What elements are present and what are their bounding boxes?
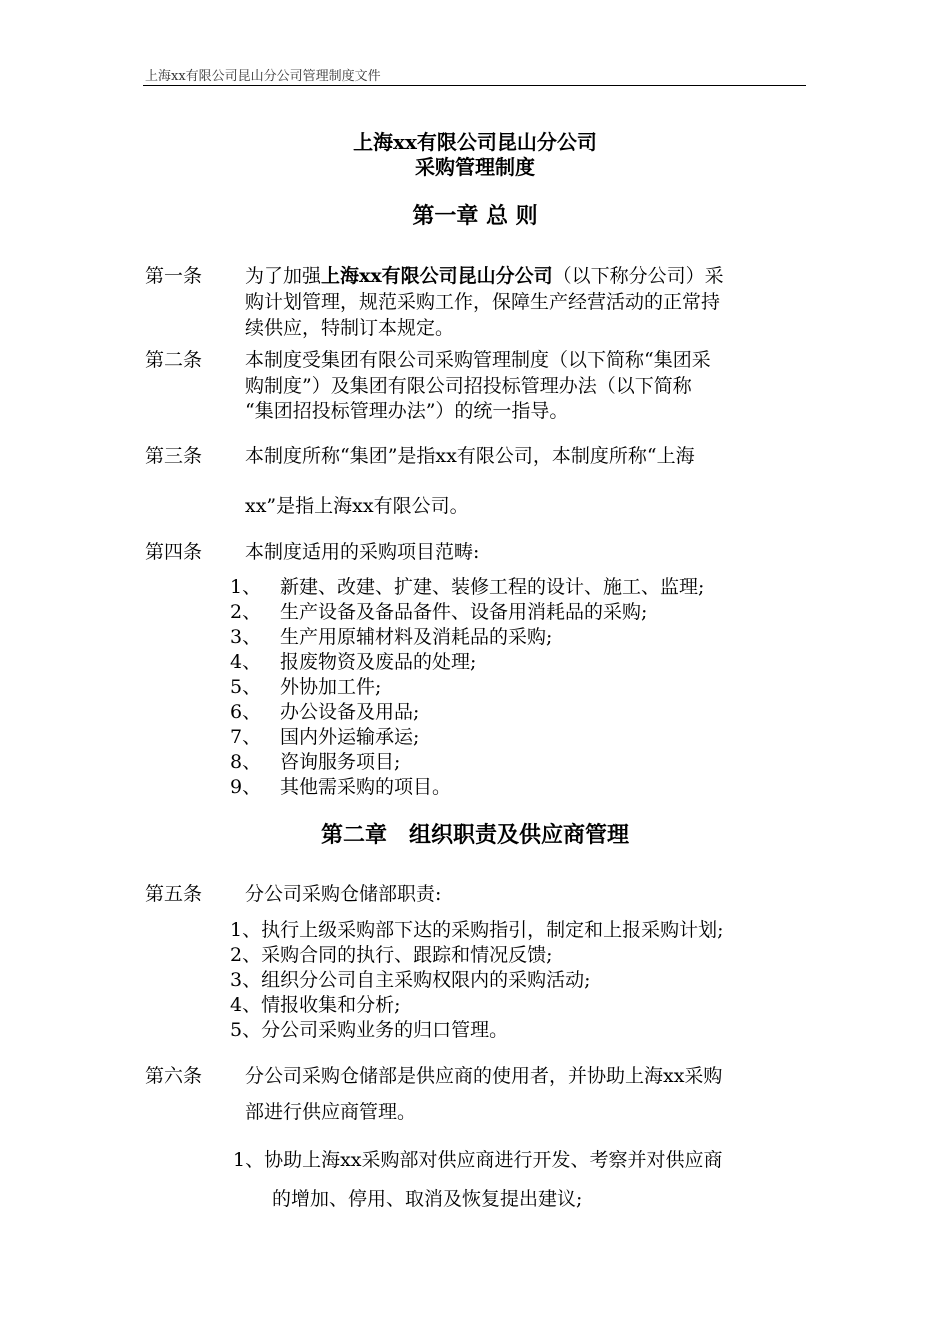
list-item-number: 2、 xyxy=(230,601,262,623)
list-item: 生产用原辅材料及消耗品的采购; xyxy=(280,626,553,648)
list-item: 国内外运输承运; xyxy=(280,726,420,748)
list-item: 4、情报收集和分析; xyxy=(230,994,401,1016)
chapter1-title: 第一章 总 则 xyxy=(412,203,538,229)
list-item-number: 6、 xyxy=(230,701,262,723)
article6-label: 第六条 xyxy=(145,1065,203,1087)
article1-line1-post: （以下称分公司）采 xyxy=(552,265,724,287)
list-item-number: 7、 xyxy=(230,726,262,748)
article5-line1: 分公司采购仓储部职责: xyxy=(245,883,442,905)
list-item: 生产设备及备品备件、设备用消耗品的采购; xyxy=(280,601,648,623)
article6-line1: 分公司采购仓储部是供应商的使用者，并协助上海xx采购 xyxy=(245,1065,723,1087)
article1-line2: 购计划管理，规范采购工作，保障生产经营活动的正常持 xyxy=(245,291,721,313)
article1-company-name: 上海xx有限公司昆山分公司 xyxy=(321,265,553,287)
list-item: 1、执行上级采购部下达的采购指引，制定和上报采购计划; xyxy=(230,919,724,941)
article2-line3: “集团招投标管理办法”）的统一指导。 xyxy=(245,400,569,422)
article1-line3: 续供应，特制订本规定。 xyxy=(245,317,455,339)
list-item-number: 4、 xyxy=(230,651,262,673)
list-item: 3、组织分公司自主采购权限内的采购活动; xyxy=(230,969,591,991)
article1-line1-pre: 为了加强 xyxy=(245,265,322,287)
list-item-number: 9、 xyxy=(230,776,262,798)
article6-line2: 部进行供应商管理。 xyxy=(245,1101,417,1123)
list-item: 5、分公司采购业务的归口管理。 xyxy=(230,1019,509,1041)
list-item-number: 8、 xyxy=(230,751,262,773)
list-item: 新建、改建、扩建、装修工程的设计、施工、监理; xyxy=(280,576,705,598)
article6-sub1-line2: 的增加、停用、取消及恢复提出建议; xyxy=(272,1188,583,1210)
article3-line2: xx”是指上海xx有限公司。 xyxy=(245,495,469,517)
list-item: 报废物资及废品的处理; xyxy=(280,651,477,673)
list-item: 2、采购合同的执行、跟踪和情况反馈; xyxy=(230,944,553,966)
document-title-line2: 采购管理制度 xyxy=(415,155,535,179)
list-item: 外协加工件; xyxy=(280,676,382,698)
list-item-number: 3、 xyxy=(230,626,262,648)
document-title-line1: 上海xx有限公司昆山分公司 xyxy=(353,130,597,154)
article2-line2: 购制度”）及集团有限公司招投标管理办法（以下简称 xyxy=(245,375,692,397)
list-item-number: 1、 xyxy=(230,576,262,598)
article4-line1: 本制度适用的采购项目范畴: xyxy=(245,541,480,563)
article4-label: 第四条 xyxy=(145,541,203,563)
article2-label: 第二条 xyxy=(145,349,203,371)
article3-label: 第三条 xyxy=(145,445,203,467)
article5-label: 第五条 xyxy=(145,883,203,905)
list-item: 其他需采购的项目。 xyxy=(280,776,452,798)
header-rule xyxy=(143,85,806,86)
list-item: 咨询服务项目; xyxy=(280,751,401,773)
article1-label: 第一条 xyxy=(145,265,203,287)
article2-line1: 本制度受集团有限公司采购管理制度（以下简称“集团采 xyxy=(245,349,711,371)
article3-line1: 本制度所称“集团”是指xx有限公司，本制度所称“上海 xyxy=(245,445,695,467)
list-item-number: 5、 xyxy=(230,676,262,698)
article1-line1 xyxy=(245,261,724,288)
article6-sub1-line1: 1、协助上海xx采购部对供应商进行开发、考察并对供应商 xyxy=(233,1149,723,1171)
list-item: 办公设备及用品; xyxy=(280,701,420,723)
document-header: 上海xx有限公司昆山分公司管理制度文件 xyxy=(145,69,381,84)
chapter2-title: 第二章 组织职责及供应商管理 xyxy=(320,822,629,848)
